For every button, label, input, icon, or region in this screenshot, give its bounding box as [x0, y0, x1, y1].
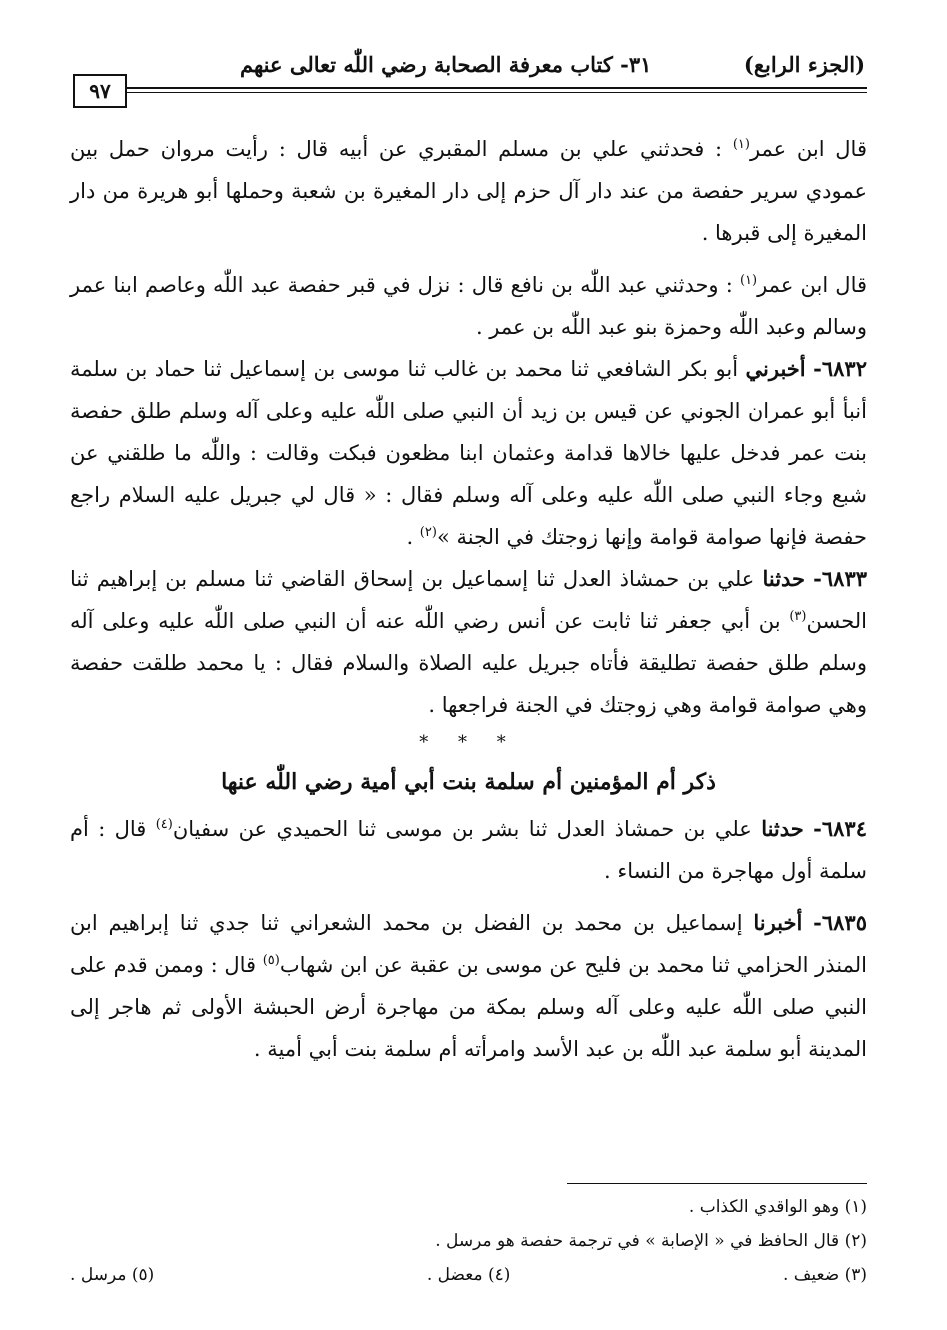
text-run: : وحدثني عبد اللّٰه بن نافع قال : نزل في قبر حفصة عبد اللّٰه وعاصم ابنا عمر وسالم وعبد اللّٰه وحمزة بنو عبد اللّٰه بن عمر .	[70, 273, 867, 339]
text-run: أبو بكر الشافعي ثنا محمد بن غالب ثنا موسى بن إسماعيل ثنا حماد بن سلمة أنبأ أبو عمران الجوني عن قيس بن زيد أن النبي صلى اللّٰه عليه وعلى آله وسلم طلق حفصة بنت عمر فدخل عليها خالاها قدامة وعثمان ابنا مظعون فبكت وقالت : واللّٰه ما طلقني عن شبع وجاء النبي صلى اللّٰه عليه وعلى آله وسلم فقال : « قال لي جبريل عليه السلام راجع حفصة فإنها صوامة قوامة وإنها زوجتك في الجنة »	[70, 357, 867, 549]
footnote-ref: (١)	[732, 137, 750, 152]
text-run: قال : وممن قدم على النبي صلى اللّٰه عليه وعلى آله وسلم بمكة من مهاجرة أرض الحبشة الأولى ثم هاجر إلى المدينة أبو سلمة عبد اللّٰه بن عبد الأسد وامرأته أم سلمة بنت أبي أمية .	[70, 953, 867, 1061]
footnote-ref: (٣)	[789, 609, 807, 624]
hadith-lead: أخبرني	[745, 356, 806, 381]
footnote-2: (٢) قال الحافظ في « الإصابة » في ترجمة حفصة هو مرسل .	[435, 1231, 867, 1251]
footnote-4: (٤) معضل .	[426, 1265, 511, 1285]
footnote-1: (١) وهو الواقدي الكذاب .	[688, 1197, 867, 1217]
hadith-lead: أخبرنا	[753, 910, 803, 935]
footnotes	[70, 1190, 867, 1292]
header-rule	[125, 87, 867, 89]
footnote-5: (٥) مرسل .	[70, 1265, 155, 1285]
hadith-6832	[70, 348, 867, 558]
paragraph	[70, 128, 867, 254]
paragraph	[70, 264, 867, 348]
footnote-row	[70, 1258, 867, 1292]
volume-label: (الجزء الرابع)	[743, 51, 865, 77]
hadith-number: ٦٨٣٤-	[813, 816, 867, 841]
body-text	[70, 128, 867, 1070]
text-run: قال ابن عمر	[757, 273, 868, 297]
text-run: علي بن حمشاذ العدل ثنا إسماعيل بن إسحاق القاضي ثنا مسلم بن إبراهيم ثنا الحسن	[70, 567, 867, 633]
hadith-lead: حدثنا	[761, 816, 804, 841]
footnote-3: (٣) ضعيف .	[783, 1265, 867, 1285]
hadith-number: ٦٨٣٢-	[813, 356, 867, 381]
hadith-lead: حدثنا	[762, 566, 806, 591]
hadith-number: ٦٨٣٥-	[813, 910, 867, 935]
hadith-6834	[70, 808, 867, 892]
hadith-6833	[70, 558, 867, 726]
text-run: إسماعيل بن محمد بن الفضل بن محمد الشعراني ثنا جدي ثنا إبراهيم ابن المنذر الحزامي ثنا محمد بن فليح عن موسى بن عقبة عن ابن شهاب	[70, 911, 867, 977]
text-run: قال : أم سلمة أول مهاجرة من النساء .	[70, 817, 867, 883]
section-title: ذكر أم المؤمنين أم سلمة بنت أبي أمية رضي اللّٰه عنها	[221, 769, 716, 795]
footnote-separator	[567, 1183, 867, 1184]
footnote-ref: (١)	[739, 273, 758, 288]
hadith-6835	[70, 902, 867, 1070]
footnote-ref: (٥)	[262, 953, 280, 968]
header-rule-thin	[125, 92, 867, 93]
text-run: بن أبي جعفر ثنا ثابت عن أنس رضي اللّٰه عنه أن النبي صلى اللّٰه عليه وعلى آله وسلم طلق حفصة تطليقة فأتاه جبريل عليه الصلاة والسلام فقال : يا محمد طلقت حفصة وهي صوامة قوامة وهي زوجتك في الجنة فراجعها .	[70, 609, 867, 717]
footnote-ref: (٢)	[419, 525, 437, 540]
text-run: : فحدثني علي بن مسلم المقبري عن أبيه قال : رأيت مروان حمل بين عمودي سرير حفصة من عند دار آل حزم إلى دار المغيرة بن شعبة وحملها أبو هريرة من دار المغيرة إلى قبرها .	[70, 137, 867, 245]
text-run: قال ابن عمر	[749, 137, 867, 161]
section-ornament: * * *	[419, 732, 518, 753]
footnote-ref: (٤)	[155, 817, 173, 832]
running-header	[240, 46, 865, 82]
hadith-number: ٦٨٣٣-	[813, 566, 868, 591]
text-run: علي بن حمشاذ العدل ثنا بشر بن موسى ثنا الحميدي عن سفيان	[172, 817, 762, 841]
text-run: .	[406, 525, 420, 549]
page-number: ٩٧	[73, 74, 127, 108]
book-title: ٣١- كتاب معرفة الصحابة رضي اللّٰه تعالى عنهم	[240, 51, 652, 77]
